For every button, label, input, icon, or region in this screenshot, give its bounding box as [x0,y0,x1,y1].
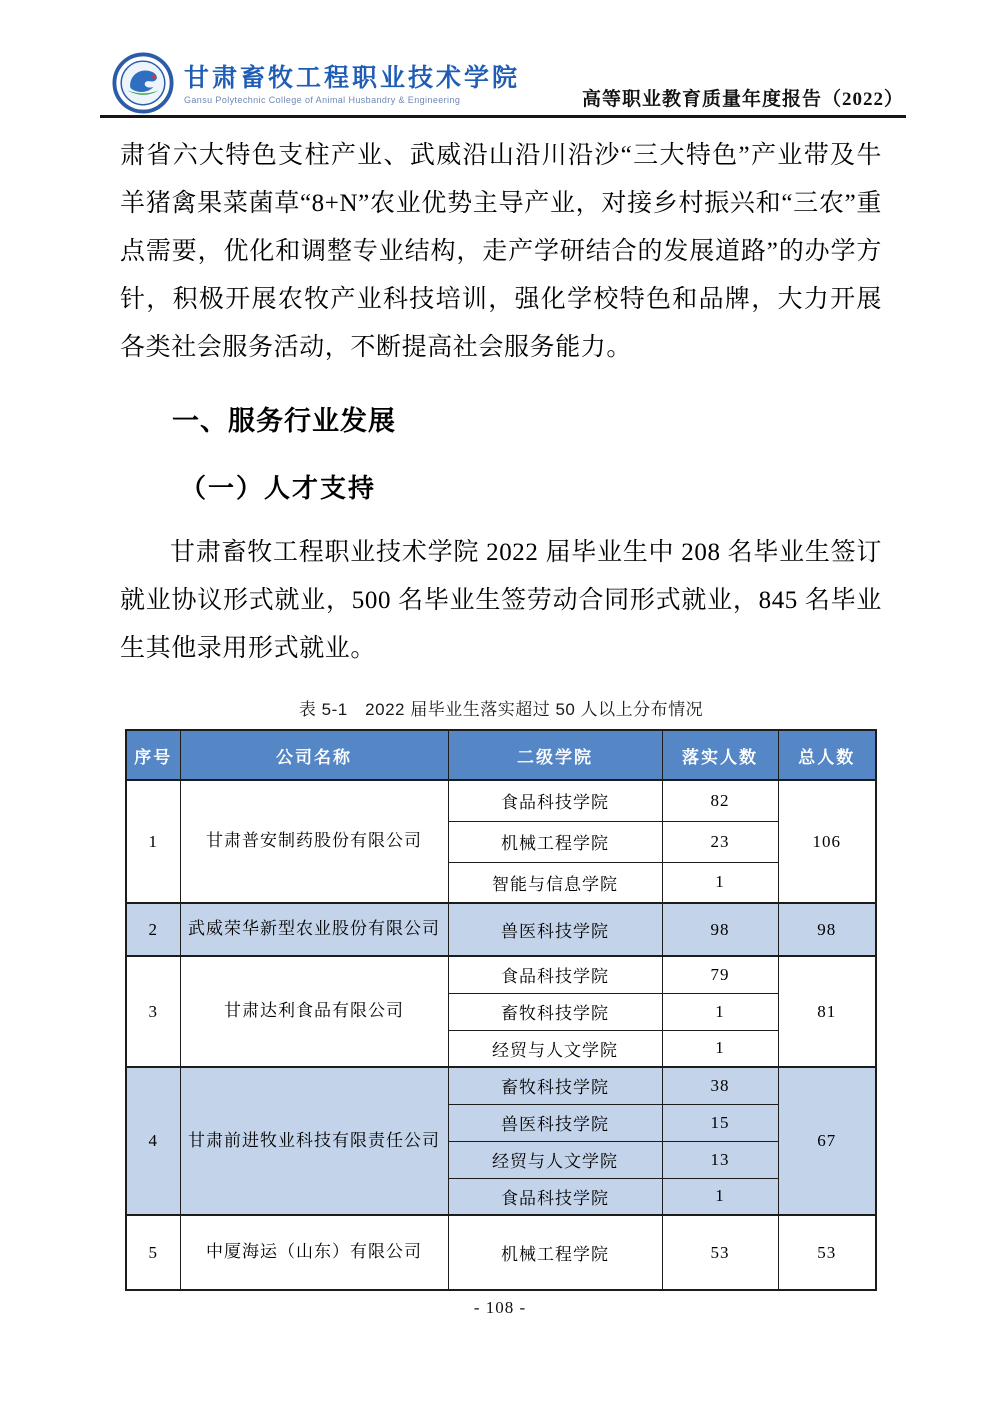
page-header [112,52,520,119]
placement-count: 13 [662,1141,778,1178]
placement-count: 82 [662,780,778,821]
table-row [126,956,876,993]
college-name: 经贸与人文学院 [448,1141,662,1178]
college-name: 食品科技学院 [448,780,662,821]
page-number: - 108 - [473,1298,527,1317]
row-no: 1 [126,780,180,903]
paragraph-1: 肃省六大特色支柱产业、武威沿山沿川沿沙“三大特色”产业带及牛羊猪禽果菜菌草“8+N”农业优势主导产业，对接乡村振兴和“三农”重点需要，优化和调整专业结构，走产学研结合的发展道路”的办学方针，积极开展农牧产业科技培训，强化学校特色和品牌，大力开展各类社会服务活动，不断提高社会服务能力。 [120,142,882,361]
placement-count: 98 [662,903,778,956]
col-header-total: 总人数 [778,730,876,780]
placement-count: 15 [662,1104,778,1141]
placement-count: 53 [662,1215,778,1290]
row-no: 5 [126,1215,180,1290]
college-name-zh: 甘肃畜牧工程职业技术学院 [184,64,521,92]
total-count: 106 [778,780,876,903]
page-content [120,132,882,1291]
placement-count: 1 [662,993,778,1030]
report-title: 高等职业教育质量年度报告（2022） [581,89,904,110]
row-no: 2 [126,903,180,956]
table-row [126,780,876,821]
subsection-heading: （一）人才支持 [180,474,377,503]
college-name: 智能与信息学院 [448,862,662,903]
college-name: 经贸与人文学院 [448,1030,662,1067]
col-header-company: 公司名称 [180,730,448,780]
col-header-no: 序号 [126,730,180,780]
college-logo-icon [112,52,174,119]
row-no: 4 [126,1067,180,1215]
placement-table [125,729,877,1291]
placement-count: 23 [662,821,778,862]
company-name: 中厦海运（山东）有限公司 [180,1215,448,1290]
college-name: 兽医科技学院 [448,903,662,956]
total-count: 81 [778,956,876,1067]
college-name: 畜牧科技学院 [448,1067,662,1104]
total-count: 98 [778,903,876,956]
college-name: 兽医科技学院 [448,1104,662,1141]
total-count: 53 [778,1215,876,1290]
table-row [126,1215,876,1290]
company-name: 甘肃普安制药股份有限公司 [180,780,448,903]
college-name: 畜牧科技学院 [448,993,662,1030]
total-count: 67 [778,1067,876,1215]
header-rule [100,115,906,118]
college-name: 食品科技学院 [448,956,662,993]
table-row [126,1067,876,1104]
college-name: 机械工程学院 [448,1215,662,1290]
paragraph-2: 甘肃畜牧工程职业技术学院 2022 届毕业生中 208 名毕业生签订就业协议形式就业，500 名毕业生签劳动合同形式就业，845 名毕业生其他录用形式就业。 [120,539,882,662]
table-header-row [126,730,876,780]
col-header-count: 落实人数 [662,730,778,780]
company-name: 甘肃达利食品有限公司 [180,956,448,1067]
placement-count: 1 [662,862,778,903]
placement-count: 38 [662,1067,778,1104]
placement-count: 1 [662,1178,778,1215]
company-name: 甘肃前进牧业科技有限责任公司 [180,1067,448,1215]
row-no: 3 [126,956,180,1067]
college-name: 机械工程学院 [448,821,662,862]
college-name-en: Gansu Polytechnic College of Animal Husbandry & Engineering [184,95,461,106]
col-header-college: 二级学院 [448,730,662,780]
section-heading: 一、服务行业发展 [172,406,396,436]
table-row [126,903,876,956]
placement-count: 1 [662,1030,778,1067]
college-name: 食品科技学院 [448,1178,662,1215]
company-name: 武威荣华新型农业股份有限公司 [180,903,448,956]
placement-count: 79 [662,956,778,993]
table-caption: 表 5-1 2022 届毕业生落实超过 50 人以上分布情况 [298,700,704,719]
